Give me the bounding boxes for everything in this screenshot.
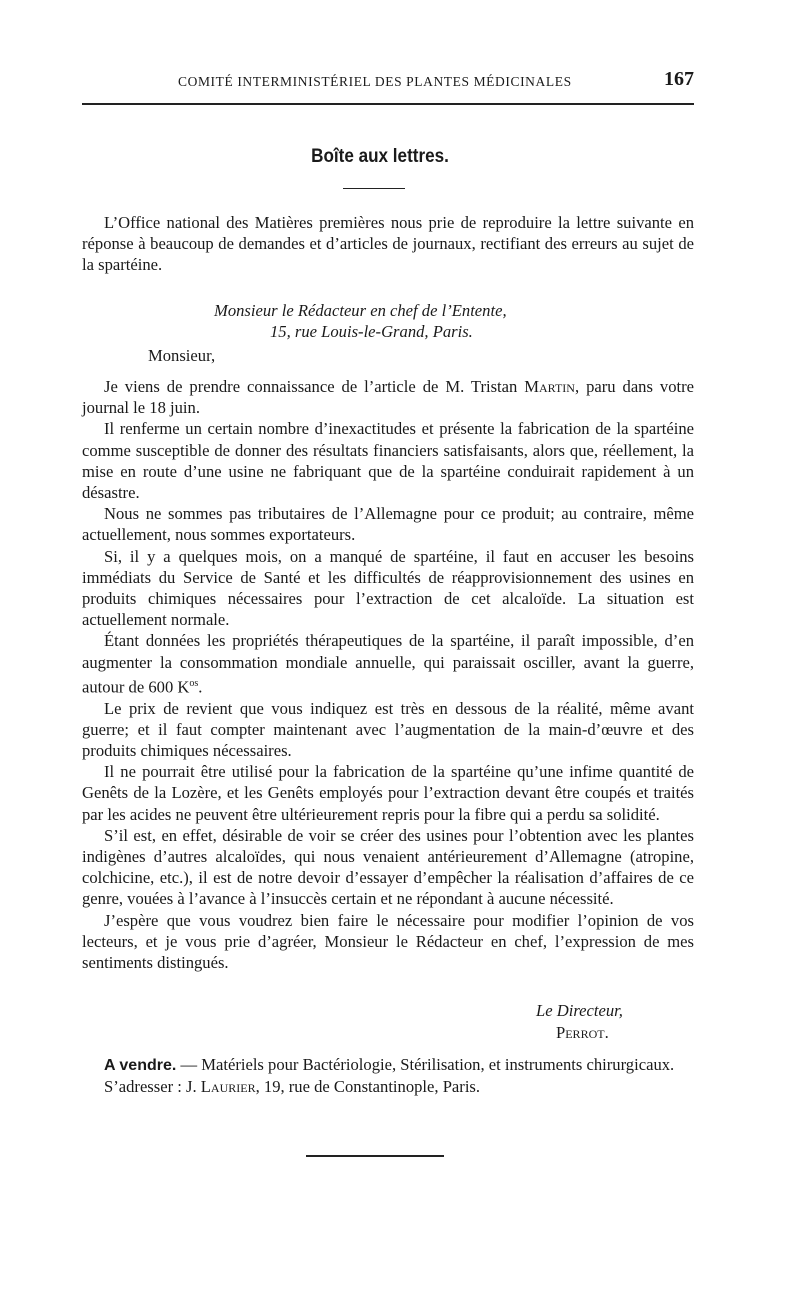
running-header — [82, 70, 694, 96]
ad-paragraph — [82, 1054, 694, 1076]
signature-name: Perrot. — [556, 1023, 609, 1042]
letter-paragraph-8: S’il est, en effet, désirable de voir se créer des usines pour l’obtention avec les plantes indigènes d’autres alcaloïdes, qui nous venaient antérieurement d’Allemagne (atropine, colchicine, etc.), il est de notre devoir d’essayer d’empêcher la réalisation d’affaires de ce genre, vouées à l’avance à l’insuccès certain et ne répondant à aucune nécessité. — [82, 825, 694, 909]
letter-body — [82, 376, 694, 973]
p1-name: Martin — [524, 377, 575, 396]
letter-paragraph-1 — [82, 376, 694, 418]
page-number: 167 — [664, 68, 694, 90]
address-line-1: Monsieur le Rédacteur en chef de l’Entente, — [214, 301, 507, 320]
ad-text: — Matériels pour Bactériologie, Stérilisation, et instruments chirurgicaux. — [176, 1055, 675, 1074]
letter-paragraph-9: J’espère que vous voudrez bien faire le nécessaire pour modifier l’opinion de vos lecteurs, et je vous prie d’agréer, Monsieur le Rédacteur en chef, l’expression de mes sentiments distingués. — [82, 910, 694, 973]
ad-contact — [82, 1076, 694, 1097]
letter-address — [214, 300, 507, 342]
contact-after: , 19, rue de Constantinople, Paris. — [255, 1077, 481, 1097]
header-rule — [82, 103, 694, 105]
title-rule — [343, 188, 405, 189]
signature-title: Le Directeur, — [536, 1001, 623, 1020]
section-title: Boîte aux lettres. — [311, 146, 449, 167]
contact-before: S’adresser : J. — [104, 1077, 201, 1097]
letter-paragraph-3: Nous ne sommes pas tributaires de l’Allemagne pour ce produit; au contraire, même actuellement, nous sommes exportateurs. — [82, 504, 694, 545]
intro-text: L’Office national des Matières premières nous prie de reproduire la lettre suivante en réponse à beaucoup de demandes et d’articles de journaux, rectifiant des erreurs au sujet de la spartéine. — [82, 213, 694, 275]
p5-sup: os — [189, 677, 199, 689]
p5-before: Étant données les propriétés thérapeutiques de la spartéine, il paraît impossible, d’en augmenter la consommation mondiale annuelle, qui paraissait osciller, avant la guerre, autour de 600 K — [82, 631, 694, 697]
contact-name: Laurier — [200, 1077, 256, 1097]
closing-rule — [306, 1155, 444, 1157]
address-line-2: 15, rue Louis-le-Grand, Paris. — [270, 322, 473, 341]
ad-label: A vendre. — [104, 1057, 177, 1074]
p1-before: Je viens de prendre connaissance de l’article de M. Tristan — [104, 377, 525, 396]
letter-paragraph-2: Il renferme un certain nombre d’inexactitudes et présente la fabrication de la spartéine comme susceptible de donner des résultats financiers satisfaisants, alors que, réellement, la mise en route d’une usine ne fabriquant que de la spartéine conduirait rapidement à un désastre. — [82, 419, 694, 503]
running-title: COMITÉ INTERMINISTÉRIEL DES PLANTES MÉDICINALES — [178, 74, 572, 89]
letter-paragraph-7: Il ne pourrait être utilisé pour la fabrication de la spartéine qu’une infime quantité de Genêts de la Lozère, et les Genêts employés pour l’extraction devant être coupés et traités par les acides ne peuvent être ultérieurement repris pour la fibre qui a perdu sa solidité. — [82, 762, 694, 824]
p1-after: , paru dans votre journal le 18 juin. — [82, 377, 694, 418]
p5-after: . — [198, 677, 203, 697]
letter-paragraph-6: Le prix de revient que vous indiquez est très en dessous de la réalité, même avant guerre; et il faut compter maintenant avec l’augmentation de la main-d’œuvre et des produits chimiques nécessaires. — [82, 698, 694, 760]
letter-paragraph-4: Si, il y a quelques mois, on a manqué de spartéine, il faut en accuser les besoins immédiats du Service de Santé et les difficultés de réapprovisionnement des usines en produits chimiques nécessaires pour l’extraction de cet alcaloïde. La situation est actuellement normale. — [82, 546, 694, 630]
salutation: Monsieur, — [148, 346, 216, 365]
letter-paragraph-5 — [82, 630, 694, 697]
intro-paragraph — [82, 212, 694, 276]
ad-block — [82, 1054, 694, 1097]
